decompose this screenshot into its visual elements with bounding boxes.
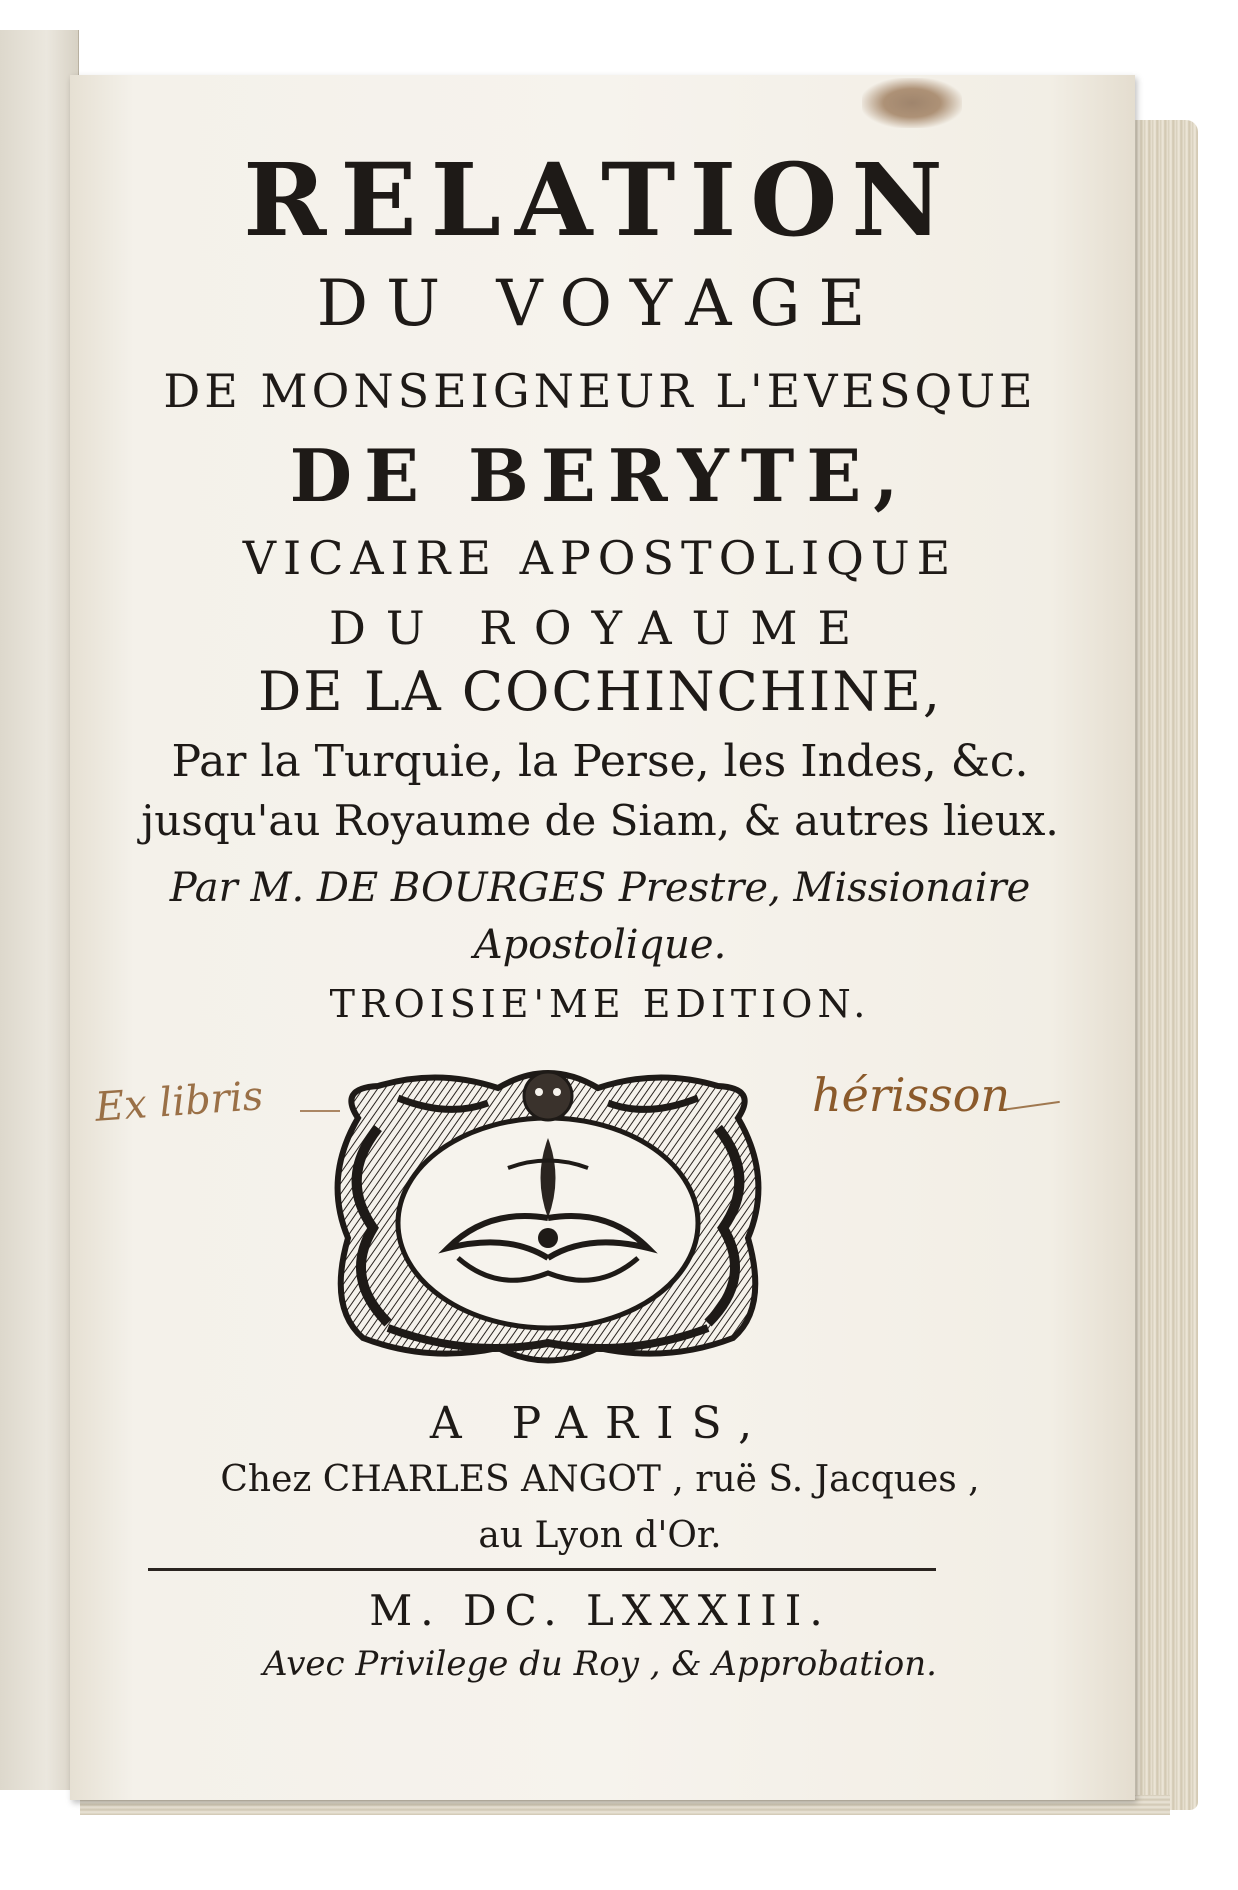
imprint-printer: Chez CHARLES ANGOT , ruë S. Jacques , <box>220 1459 980 1500</box>
horizontal-rule <box>148 1568 936 1571</box>
paper-stain <box>862 78 962 128</box>
ex-libris-inscription: Ex libris <box>93 1073 265 1131</box>
title-line-6: DU ROYAUME <box>328 601 872 655</box>
subtitle-line-2: jusqu'au Royaume de Siam, & autres lieux. <box>141 796 1059 845</box>
author-line: Par M. DE BOURGES Prestre, Missionaire <box>169 865 1031 911</box>
owner-name-inscription: hérisson <box>812 1068 1011 1122</box>
subtitle-line-1: Par la Turquie, la Perse, les Indes, &c. <box>171 736 1029 787</box>
left-flyleaf <box>0 30 79 1790</box>
woodcut-ornament-icon <box>318 1058 778 1373</box>
title-line-5: VICAIRE APOSTOLIQUE <box>242 531 958 585</box>
imprint-sign: au Lyon d'Or. <box>478 1515 722 1556</box>
page-edges <box>1128 120 1198 1810</box>
main-title: RELATION <box>243 141 957 259</box>
edition-line: TROISIE'ME EDITION. <box>329 982 871 1026</box>
imprint-year: M. DC. LXXXIII. <box>369 1586 831 1635</box>
title-line-4: DE BERYTE, <box>289 433 911 518</box>
privilege-line: Avec Privilege du Roy , & Approbation. <box>263 1644 937 1684</box>
imprint-city: A PARIS, <box>429 1398 771 1449</box>
author-line-2: Apostolique. <box>473 922 727 968</box>
title-line-7: DE LA COCHINCHINE, <box>257 660 943 723</box>
title-line-3: DE MONSEIGNEUR L'EVESQUE <box>163 364 1037 418</box>
title-line-2: DU VOYAGE <box>316 267 884 341</box>
